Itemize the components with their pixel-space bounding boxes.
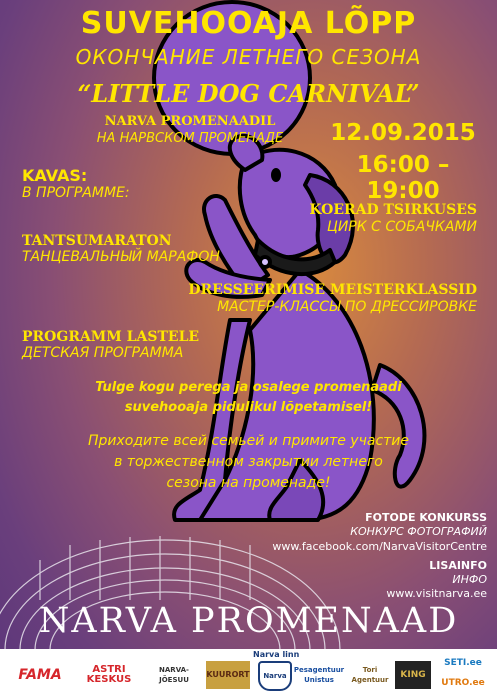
invitation-ru-line: Приходите всей семьей и примите участие [87,433,410,449]
event-date: 12.09.2015 [330,120,476,146]
event-time: 16:00 – 19:00 [356,152,450,204]
sponsor-logo-king: KING [395,661,431,689]
sponsor-logo-utro: UTRO.ee [441,678,485,688]
title-estonian: SUVEHOOAJA LÕPP [80,6,417,41]
program-item-kids-ru: ДЕТСКАЯ ПРОГРАММА [22,345,184,361]
invitation-estonian [0,378,497,418]
photo-contest-russian: КОНКУРС ФОТОГРАФИЙ [350,525,487,538]
sponsor-logo-narva-crest: Narva [258,661,292,691]
sponsor-strip-label: Narva linn [253,650,300,659]
info-estonian: LISAINFO [429,559,487,572]
sponsor-logo-fama: FAMA [18,667,62,683]
sponsor-logo-unistus: Pesagentuur Unistus [293,666,345,684]
invitation-ru-line: в торжественном закрытии летнего [114,454,383,470]
program-item-training-ru: МАСТЕР-КЛАССЫ ПО ДРЕССИРОВКЕ [217,299,477,315]
sponsor-logo-seti: SETI.ee [444,658,482,668]
program-heading-estonian: KAVAS: [22,166,88,185]
program-item-kids-et: PROGRAMM LASTELE [22,329,200,345]
invitation-russian [0,431,497,494]
venue-russian: НА НАРВСКОМ ПРОМЕНАДЕ [96,131,284,146]
photo-contest-link[interactable]: www.facebook.com/NarvaVisitorCentre [272,540,487,553]
venue-estonian: NARVA PROMENAADIL [104,114,276,129]
program-heading-russian: В ПРОГРАММЕ: [22,185,130,201]
info-russian: ИНФО [452,573,487,586]
sponsor-logo-astri: ASTRI KESKUS [86,664,132,685]
program-item-dance-ru: ТАНЦЕВАЛЬНЫЙ МАРАФОН [22,249,220,265]
sponsor-logo-strip [0,649,497,700]
invitation-et-line: Tulge kogu perega ja osalege promenaadi [95,380,402,395]
info-link[interactable]: www.visitnarva.ee [386,587,487,600]
program-item-dance-et: TANTSUMARATON [22,233,172,249]
brand-wordmark: NARVA PROMENAAD [38,601,459,641]
invitation-ru-line: сезона на променаде! [166,475,331,491]
program-item-circus-ru: ЦИРК С СОБАЧКАМИ [326,219,477,235]
sponsor-logo-narva-joesuu: NARVA-JÕESUU [159,666,189,684]
invitation-et-line: suvehooaja pidulikul lõpetamisel! [124,400,373,415]
program-item-circus-et: KOERAD TSIRKUSES [309,202,477,218]
photo-contest-estonian: FOTODE KONKURSS [365,511,487,524]
sponsor-logo-tori: Tori Agentuur [351,666,389,684]
title-english: “LITTLE DOG CARNIVAL” [77,79,420,108]
title-russian: ОКОНЧАНИЕ ЛЕТНЕГО СЕЗОНА [75,45,422,69]
program-item-training-et: DRESSEERIMISE MEISTERKLASSID [188,282,477,298]
sponsor-logo-kuurort: KUURORT [206,661,250,689]
